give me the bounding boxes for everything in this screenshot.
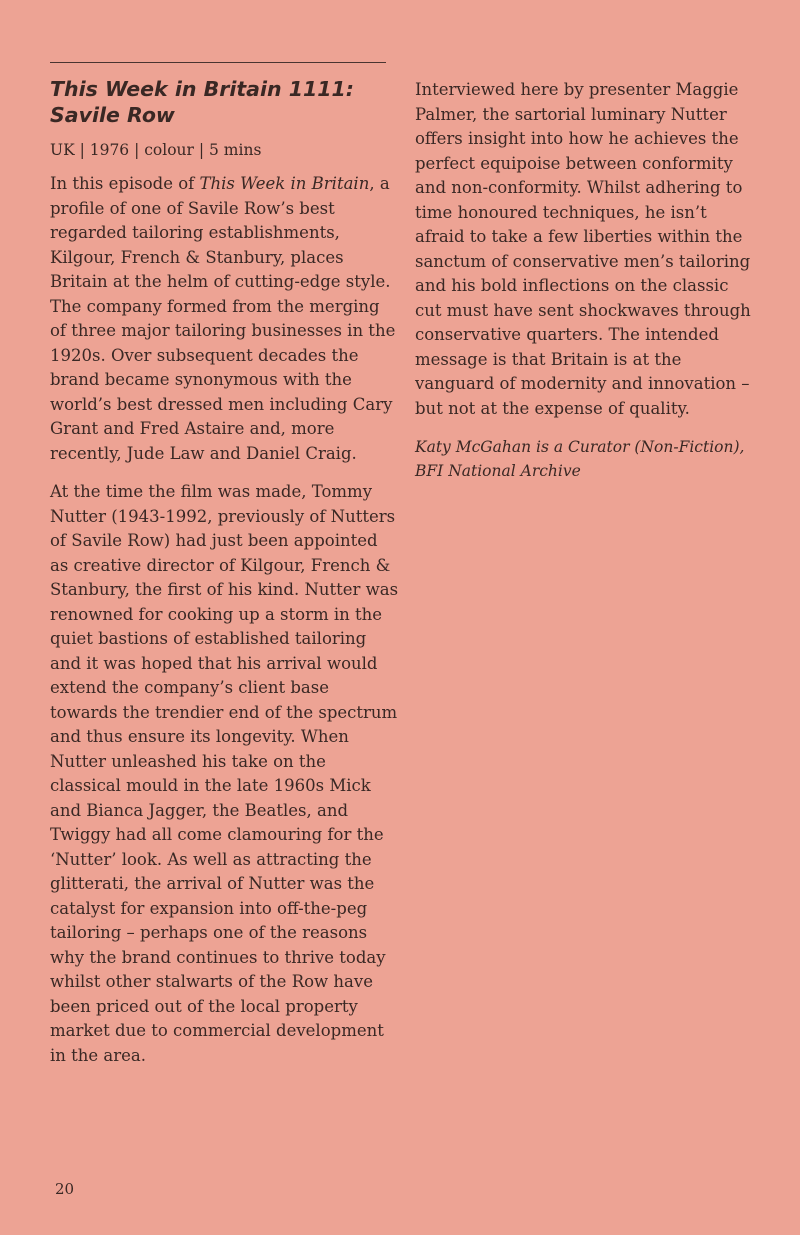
byline-line-1: Katy McGahan is a Curator (Non-Fiction), <box>415 438 745 456</box>
title-line-2: Savile Row <box>50 103 175 127</box>
programme-title: This Week in Britain <box>199 174 370 193</box>
author-byline <box>415 435 760 483</box>
paragraph-3: Interviewed here by presenter Maggie Palmer, the sartorial luminary Nutter offers insight into how he achieves the perfect equipoise between conformity and non-conformity. Whilst adhering to time honoured techniques, he isn’t afraid to take a few liberties within the sanctum of conservative men’s tailoring and his bold inflections on the classic cut must have sent shockwaves through conservative quarters. The intended message is that Britain is at the vanguard of modernity and innovation – but not at the expense of quality. <box>415 80 751 418</box>
paragraph-2: At the time the film was made, Tommy Nutter (1943-1992, previously of Nutters of Savile Row) had just been appointed as creative director of Kilgour, French & Stanbury, the first of his kind. Nutter was renowned for cooking up a storm in the quiet bastions of established tailoring and it was hoped that his arrival would extend the company’s client base towards the trendier end of the spectrum and thus ensure its longevity. When Nutter unleashed his take on the classical mould in the late 1960s Mick and Bianca Jagger, the Beatles, and Twiggy had all come clamouring for the ‘Nutter’ look. As well as attracting the glitterati, the arrival of Nutter was the catalyst for expansion into off-the-peg tailoring – perhaps one of the reasons why the brand continues to thrive today whilst other stalwarts of the Row have been priced out of the local property market due to commercial development in the area. <box>50 482 399 1065</box>
paragraph-1-rest: , a profile of one of Savile Row’s best regarded tailoring establishments, Kilgour, French & Stanbury, places Britain at the helm of cutting-edge style. The company formed from the merging of three major tailoring businesses in the 1920s. Over subsequent decades the brand became synonymous with the world’s best dressed men including Cary Grant and Fred Astaire and, more recently, Jude Law and Daniel Craig. <box>50 174 396 463</box>
article-title <box>50 76 400 128</box>
paragraph-1 <box>50 172 400 466</box>
title-line-1: This Week in Britain 1111: <box>50 77 354 101</box>
page-number: 20 <box>55 1180 75 1198</box>
right-column <box>415 78 760 483</box>
left-column <box>50 76 400 1082</box>
byline-line-2: BFI National Archive <box>415 462 581 480</box>
paragraph-1-intro: In this episode of <box>50 174 200 193</box>
title-rule <box>50 62 386 63</box>
film-metadata: UK | 1976 | colour | 5 mins <box>50 141 262 159</box>
